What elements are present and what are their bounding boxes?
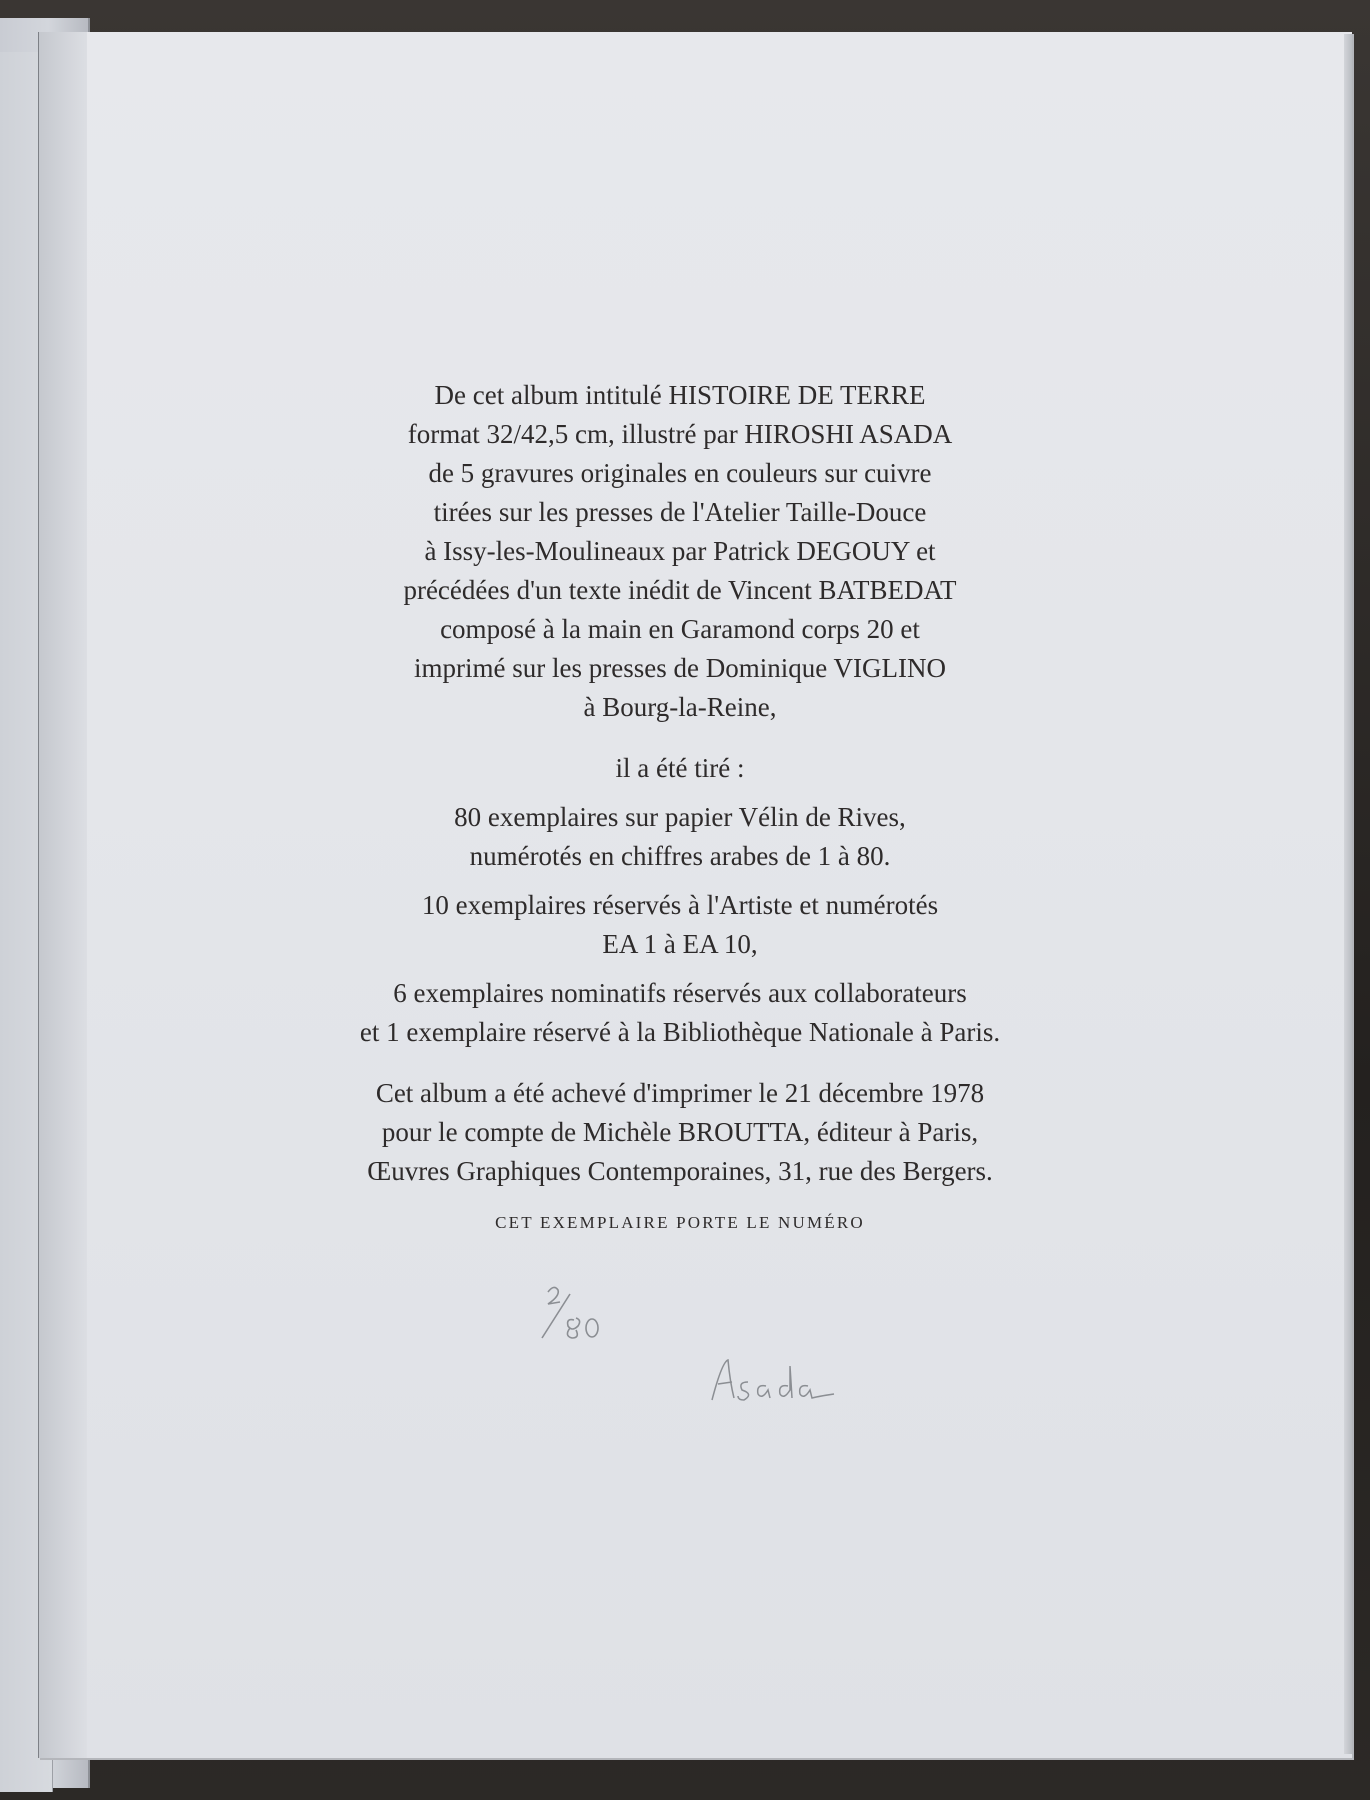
colophon-intro: [320, 749, 1040, 788]
colophon-line: à Bourg-la-Reine,: [583, 692, 777, 722]
colophon-line: de 5 gravures originales en couleurs sur cuivre: [428, 458, 932, 488]
spacer: [320, 964, 1040, 974]
colophon-line: format 32/42,5 cm, illustré par HIROSHI ASADA: [407, 419, 953, 449]
colophon-text-block: [320, 376, 1040, 1233]
handwritten-edition-number: [540, 1280, 610, 1350]
colophon-line: à Issy-les-Moulineaux par Patrick DEGOUY et: [424, 536, 936, 566]
colophon-line: il a été tiré :: [615, 753, 745, 783]
colophon-line: pour le compte de Michèle BROUTTA, éditeur à Paris,: [381, 1117, 979, 1147]
signature-drawing: [708, 1352, 838, 1412]
colophon-line: précédées d'un texte inédit de Vincent BATBEDAT: [403, 575, 957, 605]
spacer: [320, 1052, 1040, 1074]
spacer: [320, 727, 1040, 749]
edition-line: 10 exemplaires réservés à l'Artiste et numérotés: [421, 890, 939, 920]
page-gutter: [38, 32, 87, 1758]
edition-line: EA 1 à EA 10,: [602, 929, 758, 959]
colophon-line: tirées sur les presses de l'Atelier Taille-Douce: [433, 497, 927, 527]
colophon-line: imprimé sur les presses de Dominique VIGLINO: [414, 653, 946, 683]
numero-label: CET EXEMPLAIRE PORTE LE NUMÉRO: [495, 1213, 865, 1232]
edition-line: 6 exemplaires nominatifs réservés aux collaborateurs: [393, 978, 967, 1008]
edition-line: 80 exemplaires sur papier Vélin de Rives,: [454, 802, 906, 832]
colophon-paragraph-3: [320, 1074, 1040, 1191]
spacer: [320, 876, 1040, 886]
edition-line: et 1 exemplaire réservé à la Bibliothèque Nationale à Paris.: [359, 1017, 1001, 1047]
colophon-line: composé à la main en Garamond corps 20 et: [440, 614, 920, 644]
colophon-editions: [320, 798, 1040, 1052]
edition-number-drawing: [540, 1280, 610, 1350]
edition-line: numérotés en chiffres arabes de 1 à 80.: [469, 841, 891, 871]
artist-signature: [708, 1352, 838, 1412]
page-right-edge: [1344, 34, 1352, 1754]
colophon-line: Œuvres Graphiques Contemporaines, 31, rue des Bergers.: [367, 1156, 993, 1186]
colophon-paragraph-1: [320, 376, 1040, 727]
colophon-line: Cet album a été achevé d'imprimer le 21 décembre 1978: [375, 1078, 985, 1108]
colophon-line: De cet album intitulé HISTOIRE DE TERRE: [434, 380, 926, 410]
spacer: [320, 788, 1040, 798]
